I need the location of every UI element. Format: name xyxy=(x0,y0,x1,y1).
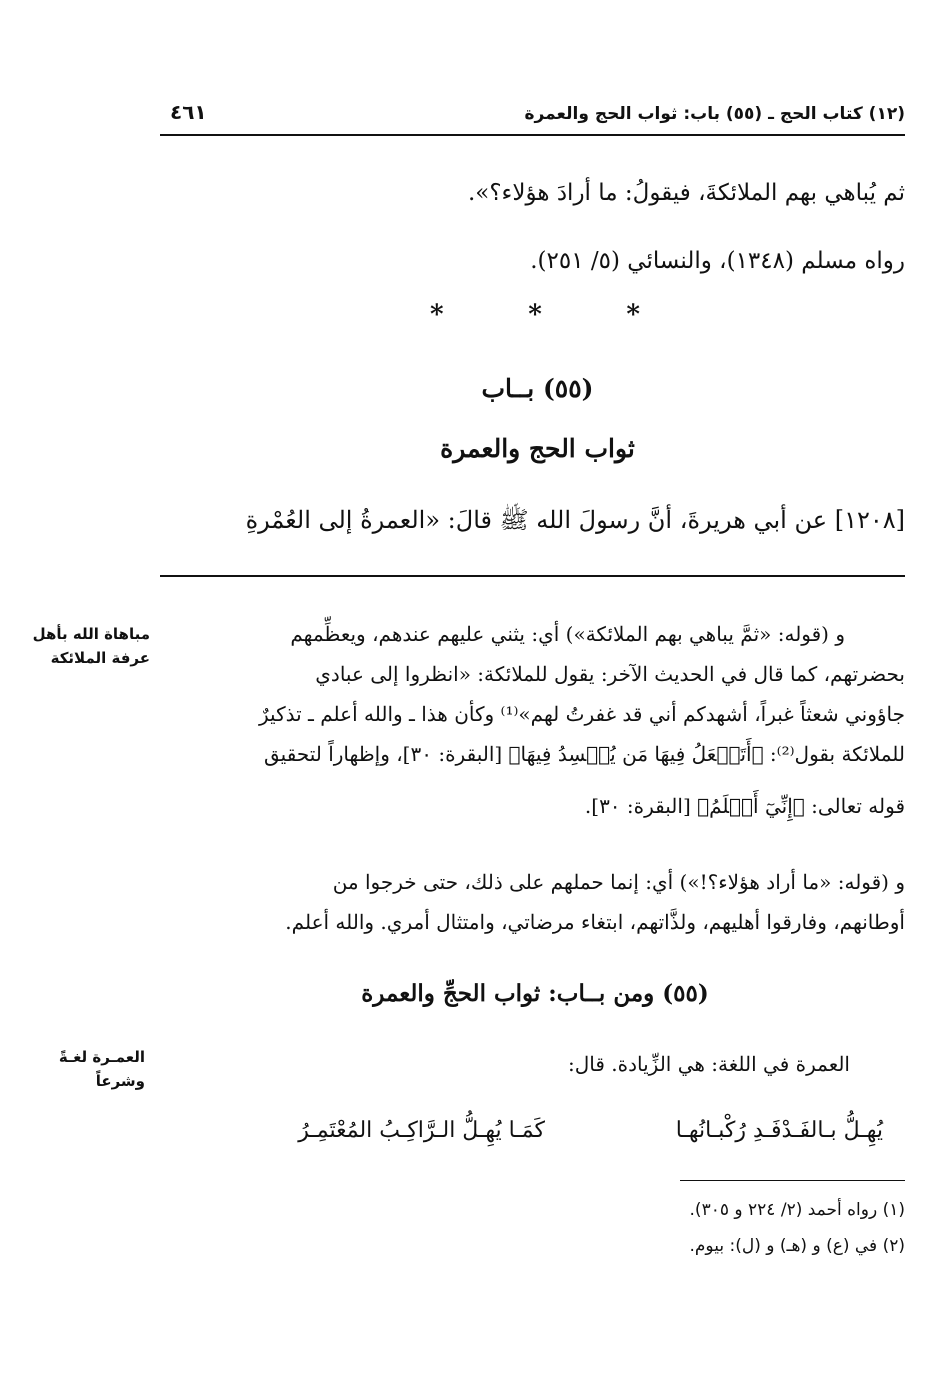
margin-note-line: وشرعاً xyxy=(95,1072,145,1090)
running-header xyxy=(160,100,905,132)
hadith-text: [١٢٠٨] عن أبي هريرةَ، أنَّ رسولَ الله ﷺ قالَ: «العمرةُ إلى العُمْرةِ xyxy=(245,506,905,534)
verse-second-hemistich: كَمَـا يُهِـلُّ الـرَّاكِـبُ المُعْتَمِـرُ xyxy=(298,1118,545,1143)
footnote-rule xyxy=(680,1180,905,1181)
margin-note-line: عرفة الملائكة xyxy=(50,649,150,667)
separator-star: * xyxy=(528,300,542,330)
margin-note xyxy=(10,622,150,670)
verse-first-hemistich: يُهِـلُّ بـالفَـدْفَـدِ رُكْبـانُهـا xyxy=(675,1118,883,1143)
margin-note-line: العمـرة لغـةً xyxy=(58,1048,145,1066)
section-heading: (٥٥) ومن بــاب: ثواب الحجِّ والعمرة xyxy=(361,980,709,1007)
section-separator xyxy=(430,300,640,330)
page-number: ٤٦١ xyxy=(170,100,207,124)
separator-star: * xyxy=(430,300,444,330)
hadith-source: رواه مسلم (١٣٤٨)، والنسائي (٥/ ٢٥١). xyxy=(530,248,905,274)
margin-note xyxy=(10,1045,145,1093)
commentary-line: العمرة في اللغة: هي الزِّيادة. قال: xyxy=(567,1052,850,1076)
commentary-line: و (قوله: «ما أراد هؤلاء؟!») أي: إنما حملهم على ذلك، حتى خرجوا من xyxy=(332,870,905,894)
commentary-line: أوطانهم، وفارقوا أهليهم، ولذَّاتهم، ابتغاء مرضاتي، وامتثال أمري. والله أعلم. xyxy=(285,910,905,934)
commentary-line: جاؤوني شعثاً غبراً، أشهدكم أني قد غفرتُ لهم»⁽¹⁾ وكأن هذا ـ والله أعلم ـ تذكيرٌ xyxy=(259,702,905,726)
margin-note-line: مباهاة الله بأهل xyxy=(32,625,150,643)
hadith-continuation: ثم يُباهي بهم الملائكةَ، فيقولُ: ما أرادَ هؤلاء؟». xyxy=(467,180,905,206)
commentary-line: للملائكة بقول⁽²⁾: ﴿أَتَجۡعَلُ فِيهَا مَن يُفۡسِدُ فِيهَا﴾ [البقرة: ٣٠]، وإظهاراً لتحقيق xyxy=(263,742,905,766)
chapter-title: ثواب الحج والعمرة xyxy=(440,434,635,463)
commentary-line: بحضرتهم، كما قال في الحديث الآخر: يقول للملائكة: «انظروا إلى عبادي xyxy=(315,662,905,686)
header-rule xyxy=(160,134,905,136)
footnote: (١) رواه أحمد (٢/ ٢٢٤ و ٣٠٥). xyxy=(689,1200,905,1220)
separator-star: * xyxy=(626,300,640,330)
text-commentary-divider xyxy=(160,575,905,577)
commentary-line: قوله تعالى: ﴿إِنِّيٓ أَعۡلَمُ﴾ [البقرة: ٣٠]. xyxy=(584,794,905,818)
commentary-line: و (قوله: «ثمَّ يباهي بهم الملائكة») أي: يثني عليهم عندهم، ويعظِّمهم xyxy=(290,622,845,646)
chapter-number: (٥٥) بــاب xyxy=(481,374,594,403)
footnote: (٢) في (ع) و (هـ) و (ل): بيوم. xyxy=(689,1236,905,1256)
running-header-title: (١٢) كتاب الحج ـ (٥٥) باب: ثواب الحج والعمرة xyxy=(524,104,905,124)
